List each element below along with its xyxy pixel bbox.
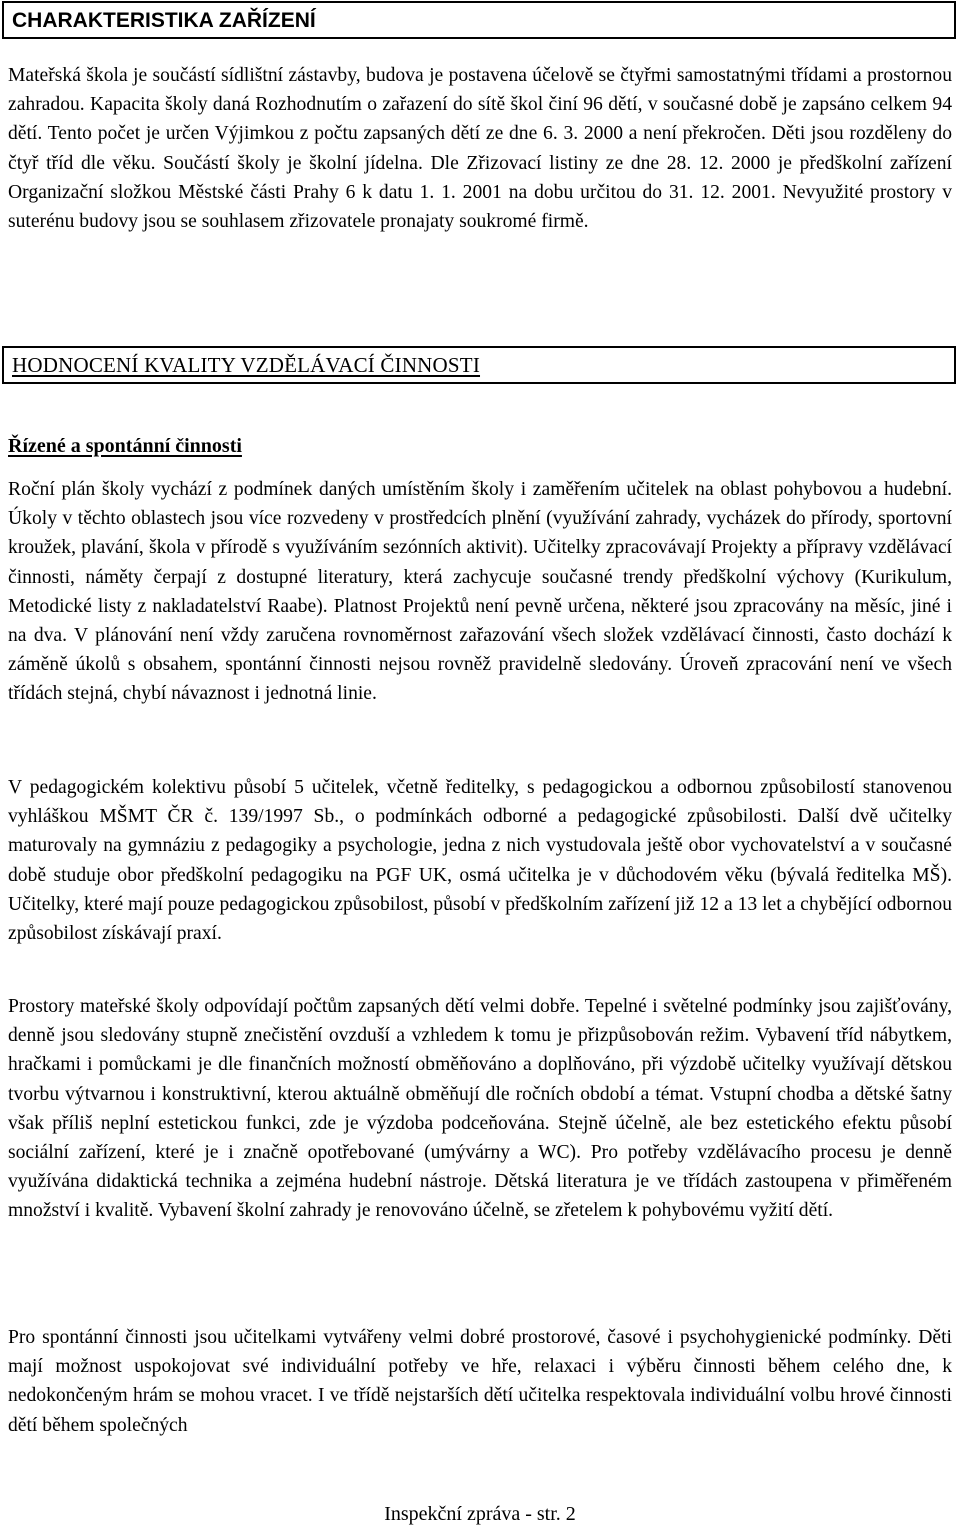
characteristics-paragraph: Mateřská škola je součástí sídlištní zástavby, budova je postavena účelově se čtyřmi samostatnými třídami a prostornou zahradou. Kapacita školy daná Rozhodnutím o zařazení do sítě škol činí 96 dětí, v současné době je zapsáno celkem 94 dětí. Tento počet je určen Výjimkou z počtu zapsaných dětí ze dne 6. 3. 2000 a není překročen. Děti jsou rozděleny do čtyř tříd dle věku. Součástí školy je školní jídelna. Dle Zřizovací listiny ze dne 28. 12. 2000 je předškolní zařízení Organizační složkou Městské části Prahy 6 k datu 1. 1. 2001 na dobu určitou do 31. 12. 2001. Nevyužité prostory v suterénu budovy jsou se souhlasem zřizovatele pronajaty soukromé firmě. <box>8 65 952 233</box>
quality-paragraph-spontaneous: Pro spontánní činnosti jsou učitelkami vytvářeny velmi dobré prostorové, časové i psychohygienické podmínky. Děti mají možnost uspokojovat své individuální potřeby ve hře, relaxaci i výběru činnosti během celého dne, k nedokončeným hrám se mohou vracet. I ve třídě nejstarších dětí učitelka respektovala individuální volbu hrové činnosti dětí během společných <box>8 1327 952 1436</box>
quality-paragraph-staff: V pedagogickém kolektivu působí 5 učitelek, včetně ředitelky, s pedagogickou a odbornou způsobilostí stanovenou vyhláškou MŠMT ČR č. 139/1997 Sb., o podmínkách odborné a pedagogické způsobilosti. Další dvě učitelky maturovaly na gymnáziu z pedagogiky a psychologie, jedna z nich vystudovala ještě obor vychovatelství a v současné době studuje obor předškolní pedagogiku na PGF UK, osmá učitelka je v důchodovém věku (bývalá ředitelka MŠ). Učitelky, které mají pouze pedagogickou způsobilost, působí v předškolním zařízení již 12 a 13 let a chybějící odbornou způsobilost získávají praxí. <box>8 777 952 945</box>
section-title: HODNOCENÍ KVALITY VZDĚLÁVACÍ ČINNOSTI <box>12 353 481 377</box>
quality-paragraph-premises: Prostory mateřské školy odpovídají počtům zapsaných dětí velmi dobře. Tepelné i světelné podmínky jsou zajišťovány, denně jsou sledovány stupně znečistění ovzduší a vzhledem k tomu je přizpůsobován režim. Vybavení tříd nábytkem, hračkami i pomůckami je dle finančních možností obměňováno a doplňováno, při výzdobě učitelky využívají dětskou tvorbu výtvarnou i konstruktivní, kterou aktuálně obměňují dle ročních období a témat. Vstupní chodba a dětské šatny však příliš neplní estetickou funkci, zde je výzdoba podceňována. Stejně účelně, ale bez estetického efektu působí sociální zařízení, které je i značně opotřebované (umývárny a WC). Pro potřeby vzdělávacího procesu je denně využívána didaktická technika a zejména hudební nástroje. Dětská literatura je ve třídách zastoupena v přiměřeném množství i kvalitě. Vybavení školní zahrady je renovováno účelně, se zřetelem k pohybovému vyžití dětí. <box>8 996 952 1222</box>
section-title: CHARAKTERISTIKA ZAŘÍZENÍ <box>12 9 316 32</box>
quality-paragraph-planning: Roční plán školy vychází z podmínek daných umístěním školy i zaměřením učitelek na oblast pohybovou a hudební. Úkoly v těchto oblastech jsou více rozvedeny v prostředcích plnění (využívání zahrady, vycházek do přírody, sportovní kroužek, plavání, škola v přírodě s využíváním sezónních aktivit). Učitelky zpracovávají Projekty a přípravy vzdělávací činnosti, náměty čerpají z dostupné literatury, která zachycuje současné trendy předškolní výchovy (Kurikulum, Metodické listy z nakladatelství Raabe). Platnost Projektů není pevně určena, některé jsou zpracovány na měsíc, jiné i na dva. V plánování není vždy zaručena rovnoměrnost zařazování všech složek vzdělávací činnosti, často dochází k záměně úkolů s obsahem, spontánní činnosti nejsou rovněž pravidelně sledovány. Úroveň zpracování není ve všech třídách stejná, chybí návaznost i jednotná linie. <box>8 479 952 705</box>
page-footer <box>0 1503 960 1526</box>
page-number-label: Inspekční zpráva - str. 2 <box>384 1503 576 1525</box>
section-heading-quality <box>2 346 956 384</box>
section-heading-characteristics <box>2 1 956 39</box>
subheading-activities: Řízené a spontánní činnosti <box>8 435 242 457</box>
